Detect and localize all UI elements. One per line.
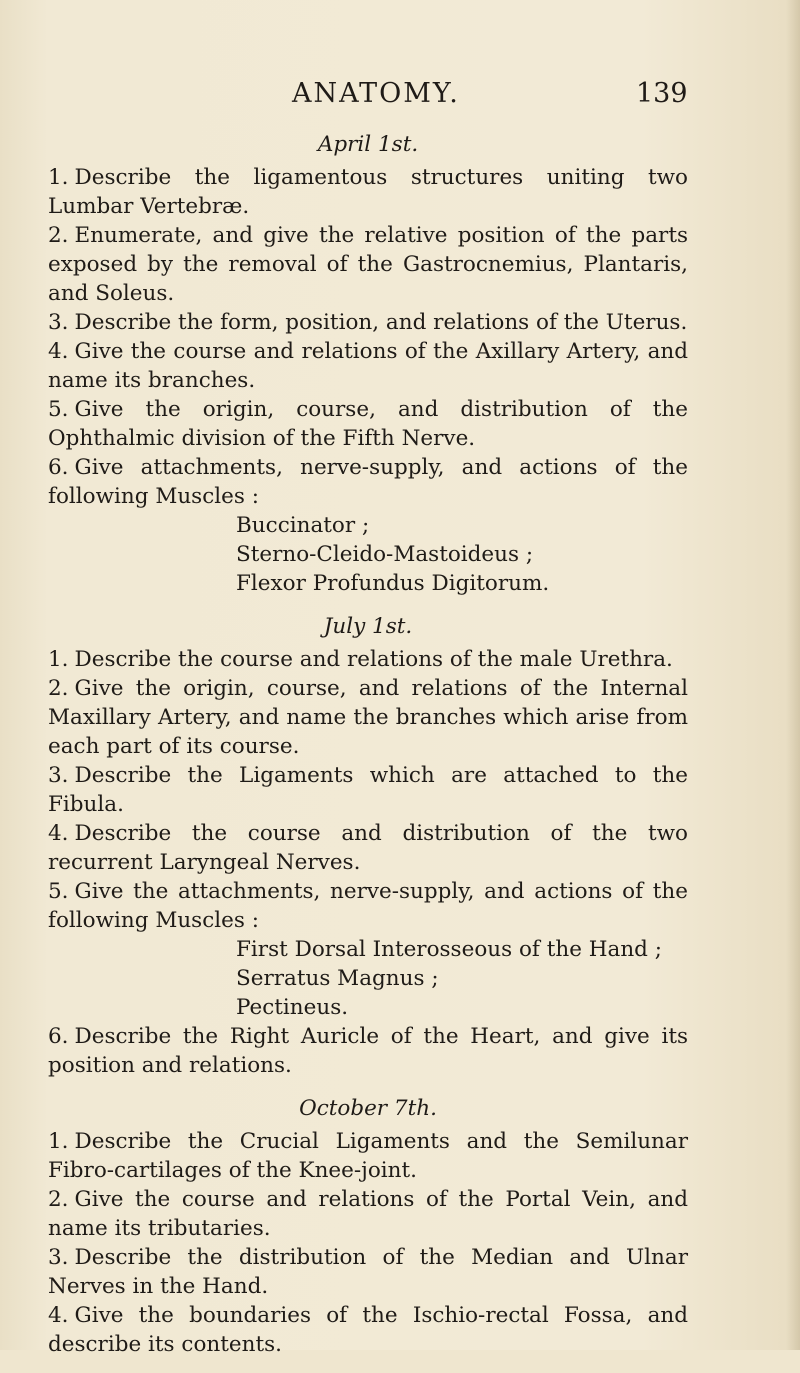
exam-questions <box>48 130 688 1373</box>
question-text: Give the attachments, nerve-supply, and actions of the following Muscles : <box>48 879 688 933</box>
question-number: 1. <box>48 165 69 190</box>
muscle-item: Sterno-Cleido-Mastoideus ; <box>236 542 534 567</box>
question <box>48 761 688 819</box>
question <box>48 1127 688 1185</box>
muscle-item: Pectineus. <box>236 995 349 1020</box>
section-date: October 7th. <box>299 1096 437 1121</box>
question <box>48 1301 688 1359</box>
question <box>48 337 688 395</box>
question-text: Give the origin, course, and relations of the Internal Maxillary Artery, and name the branches which arise from each part of its course. <box>48 676 688 759</box>
question <box>48 1022 688 1080</box>
question-number: 4. <box>48 1303 69 1328</box>
question-number: 3. <box>48 763 69 788</box>
question-number: 4. <box>48 339 69 364</box>
question <box>48 395 688 453</box>
question-text: Describe the Ligaments which are attached to the Fibula. <box>48 763 688 817</box>
question-number: 3. <box>48 310 69 335</box>
question-number: 5. <box>48 397 69 422</box>
question-number: 2. <box>48 223 69 248</box>
question <box>48 674 688 761</box>
question <box>48 877 688 935</box>
question-number: 5. <box>48 879 69 904</box>
question-text: Describe the ligamentous structures uniting two Lumbar Vertebræ. <box>48 165 688 219</box>
section-october <box>48 1094 688 1359</box>
question-text: Describe the form, position, and relations of the Uterus. <box>74 310 688 335</box>
question-number: 6. <box>48 1024 69 1049</box>
section-april <box>48 130 688 598</box>
section-july <box>48 612 688 1080</box>
question-text: Describe the distribution of the Median and Ulnar Nerves in the Hand. <box>48 1245 688 1299</box>
page-edge-shadow <box>786 0 800 1350</box>
question <box>48 308 688 337</box>
muscle-item: Serratus Magnus ; <box>236 966 439 991</box>
question <box>48 1185 688 1243</box>
question-text: Give the course and relations of the Axillary Artery, and name its branches. <box>48 339 688 393</box>
question-number: 1. <box>48 1129 69 1154</box>
question-text: Give the course and relations of the Portal Vein, and name its tributaries. <box>48 1187 688 1241</box>
question <box>48 1243 688 1301</box>
question-text: Give the boundaries of the Ischio-rectal Fossa, and describe its contents. <box>48 1303 688 1357</box>
question-text: Describe the course and distribution of the two recurrent Laryngeal Nerves. <box>48 821 688 875</box>
question <box>48 163 688 221</box>
question <box>48 221 688 308</box>
question-text: Give the origin, course, and distribution of the Ophthalmic division of the Fifth Nerve. <box>48 397 688 451</box>
question-number: 4. <box>48 821 69 846</box>
question-number: 3. <box>48 1245 69 1270</box>
question-text: Describe the Right Auricle of the Heart, and give its position and relations. <box>48 1024 688 1078</box>
question-text: Describe the Crucial Ligaments and the Semilunar Fibro-cartilages of the Knee-joint. <box>48 1129 688 1183</box>
muscle-item: Buccinator ; <box>236 513 370 538</box>
question <box>48 453 688 511</box>
question <box>48 819 688 877</box>
question-number: 6. <box>48 455 69 480</box>
running-head <box>0 78 800 114</box>
question-text: Give attachments, nerve-supply, and actions of the following Muscles : <box>48 455 688 509</box>
running-title: ANATOMY. <box>292 78 460 109</box>
question-number: 2. <box>48 1187 69 1212</box>
page-number: 139 <box>636 78 688 109</box>
section-date: April 1st. <box>317 132 419 157</box>
section-date: July 1st. <box>323 614 413 639</box>
muscle-item: First Dorsal Interosseous of the Hand ; <box>236 937 663 962</box>
question-text: Describe the course and relations of the male Urethra. <box>74 647 673 672</box>
question-text: Enumerate, and give the relative position of the parts exposed by the removal of the Gastrocnemius, Plantaris, and Soleus. <box>48 223 688 306</box>
muscle-item: Flexor Profundus Digitorum. <box>236 571 550 596</box>
question <box>48 645 688 674</box>
question-number: 2. <box>48 676 69 701</box>
question-number: 1. <box>48 647 69 672</box>
